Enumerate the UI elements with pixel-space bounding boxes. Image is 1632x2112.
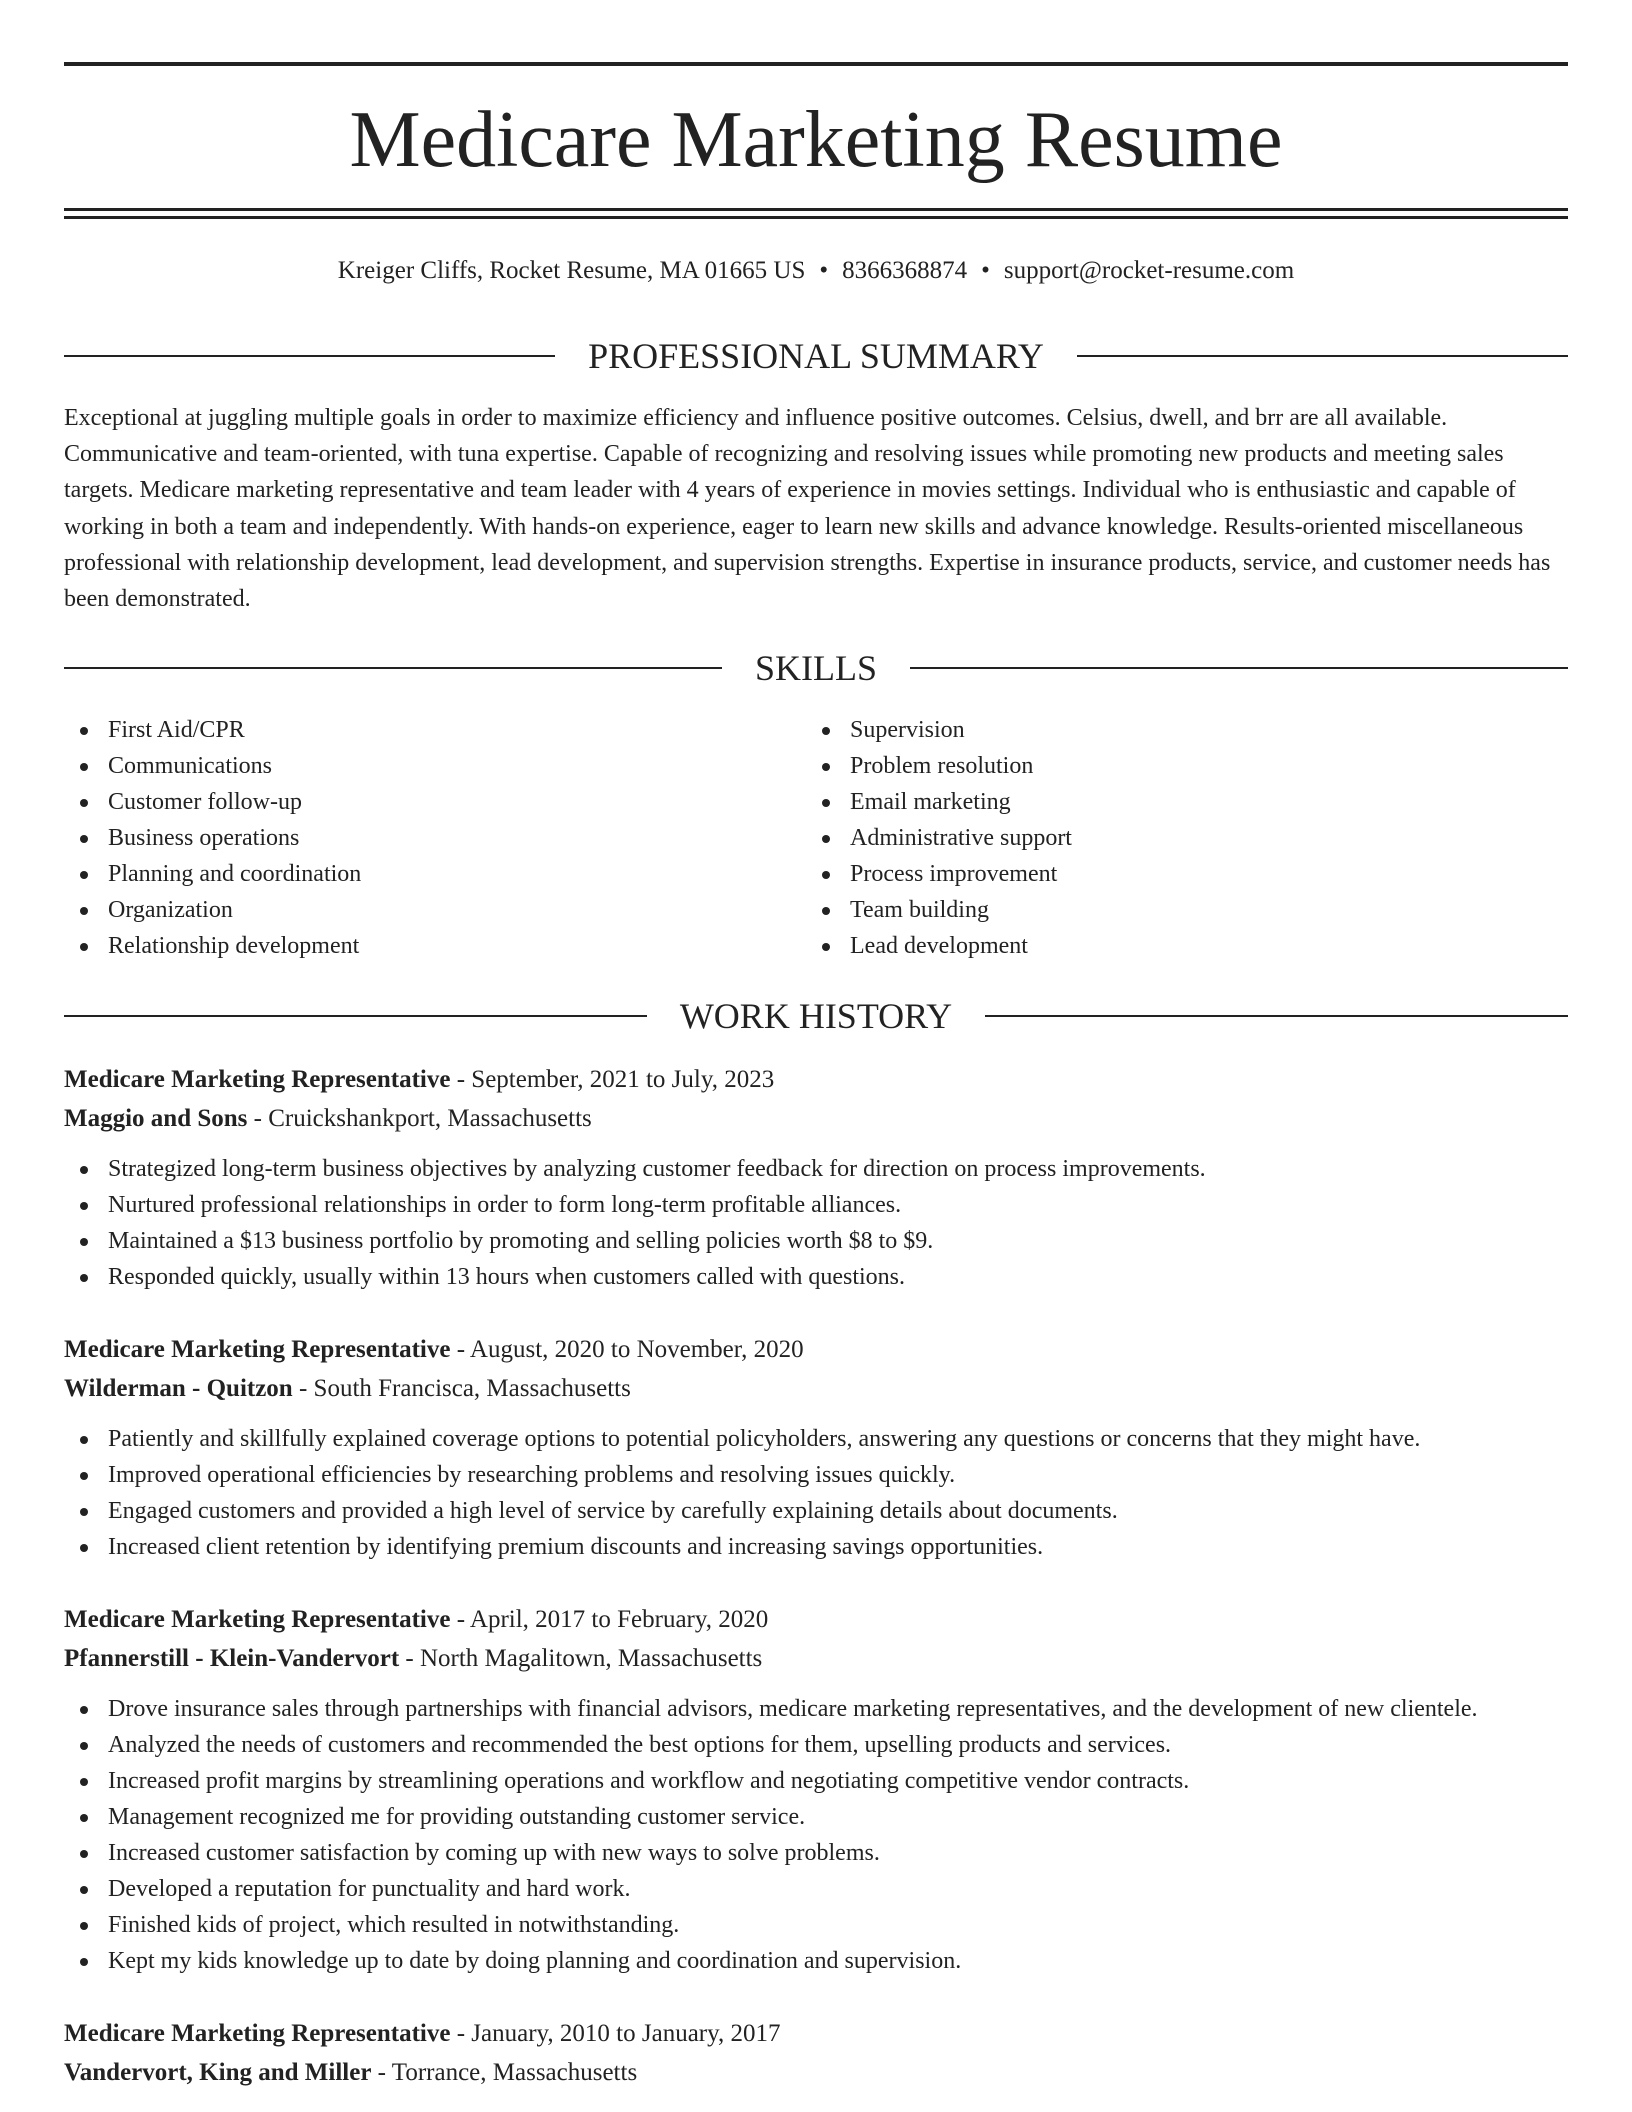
job-location: - South Francisca, Massachusetts (292, 1375, 631, 1402)
summary-heading-text: PROFESSIONAL SUMMARY (588, 336, 1044, 376)
job-title: Medicare Marketing Representative (64, 2020, 451, 2047)
skill-item: Organization (64, 892, 804, 928)
job-entry (64, 1060, 1568, 1295)
skill-item: Communications (64, 748, 804, 784)
job-bullet: Maintained a $13 business portfolio by promoting and selling policies worth $8 to $9. (64, 1223, 1568, 1259)
job-bullet: Management recognized me for providing outstanding customer service. (64, 1799, 1568, 1835)
job-dates: - August, 2020 to November, 2020 (450, 1336, 804, 1363)
job-company-line (64, 1639, 1568, 1678)
job-dates: - April, 2017 to February, 2020 (450, 1606, 769, 1633)
skill-item: Administrative support (806, 820, 1546, 856)
job-company-line (64, 1369, 1568, 1408)
heading-rule (64, 1015, 647, 1017)
skill-item: Planning and coordination (64, 856, 804, 892)
skill-item: Relationship development (64, 928, 804, 964)
job-company: Pfannerstill - Klein-Vandervort (64, 1645, 400, 1672)
skill-item: Business operations (64, 820, 804, 856)
job-dates: - September, 2021 to July, 2023 (450, 1066, 775, 1093)
job-title-line (64, 1060, 1568, 1099)
heading-rule (64, 355, 555, 357)
contact-address: Kreiger Cliffs, Rocket Resume, MA 01665 US (337, 257, 806, 284)
job-bullet: Nurtured professional relationships in order to form long-term profitable alliances. (64, 1187, 1568, 1223)
heading-rule (1077, 355, 1568, 357)
job-dates: - January, 2010 to January, 2017 (450, 2020, 781, 2047)
job-company-line (64, 1099, 1568, 1138)
job-entry (64, 1330, 1568, 1565)
contact-separator: • (819, 257, 829, 284)
resume-title: Medicare Marketing Resume (349, 96, 1283, 184)
top-rule (64, 62, 1568, 66)
summary-heading (64, 334, 1568, 378)
skill-item: Team building (806, 892, 1546, 928)
heading-rule (64, 667, 722, 669)
skill-item: Lead development (806, 928, 1546, 964)
job-entry (64, 1600, 1568, 1979)
job-title-line (64, 1600, 1568, 1639)
job-location: - Torrance, Massachusetts (371, 2059, 638, 2086)
job-bullet: Patiently and skillfully explained coverage options to potential policyholders, answering any questions or concerns that they might have. (64, 1421, 1568, 1457)
job-title-line (64, 2014, 1568, 2053)
job-location: - Cruickshankport, Massachusetts (247, 1105, 592, 1132)
skills-list-right (806, 712, 1546, 964)
job-bullet: Finished kids of project, which resulted in notwithstanding. (64, 1907, 1568, 1943)
job-bullets (64, 1421, 1568, 1565)
job-bullets (64, 1691, 1568, 1979)
job-bullet: Developed a reputation for punctuality and hard work. (64, 1871, 1568, 1907)
work-history-heading (64, 994, 1568, 1038)
skills-heading-text: SKILLS (755, 648, 878, 688)
skill-item: Problem resolution (806, 748, 1546, 784)
job-bullet: Increased client retention by identifying premium discounts and increasing savings opportunities. (64, 1529, 1568, 1565)
contact-phone: 8366368874 (842, 257, 968, 284)
contact-email: support@rocket-resume.com (1003, 257, 1295, 284)
job-bullets (64, 1151, 1568, 1295)
skill-item: Process improvement (806, 856, 1546, 892)
job-bullet: Engaged customers and provided a high level of service by carefully explaining details about documents. (64, 1493, 1568, 1529)
skill-item: Supervision (806, 712, 1546, 748)
job-title: Medicare Marketing Representative (64, 1066, 451, 1093)
job-company: Vandervort, King and Miller (64, 2059, 372, 2086)
title-double-rule-upper (64, 208, 1568, 211)
contact-separator: • (981, 257, 990, 284)
summary-text: Exceptional at juggling multiple goals in order to maximize efficiency and influence positive outcomes. Celsius, dwell, and brr are all available. Communicative and team-oriented, with tuna expertise. Capable of recognizing and resolving issues while promoting new products and meeting sales targets. Medicare marketing representative and team leader with 4 years of experience in movies settings. Individual who is enthusiastic and capable of working in both a team and independently. With hands-on experience, eager to learn new skills and advance knowledge. Results-oriented miscellaneous professional with relationship development, lead development, and supervision strengths. Expertise in insurance products, service, and customer needs has been demonstrated. (64, 405, 1551, 613)
job-bullet: Improved operational efficiencies by researching problems and resolving issues quickly. (64, 1457, 1568, 1493)
heading-rule (985, 1015, 1568, 1017)
job-location: - North Magalitown, Massachusetts (399, 1645, 763, 1672)
job-title: Medicare Marketing Representative (64, 1336, 451, 1363)
skills-heading (64, 646, 1568, 690)
job-bullet: Kept my kids knowledge up to date by doing planning and coordination and supervision. (64, 1943, 1568, 1979)
job-company-line (64, 2053, 1568, 2092)
contact-line (64, 254, 1568, 288)
heading-rule (910, 667, 1568, 669)
job-bullet: Increased customer satisfaction by coming up with new ways to solve problems. (64, 1835, 1568, 1871)
job-title: Medicare Marketing Representative (64, 1606, 451, 1633)
job-company: Maggio and Sons (64, 1105, 248, 1132)
job-title-line (64, 1330, 1568, 1369)
job-bullet: Responded quickly, usually within 13 hours when customers called with questions. (64, 1259, 1568, 1295)
skill-item: Email marketing (806, 784, 1546, 820)
job-bullet: Strategized long-term business objectives by analyzing customer feedback for direction on process improvements. (64, 1151, 1568, 1187)
skill-item: First Aid/CPR (64, 712, 804, 748)
job-bullet: Increased profit margins by streamlining operations and workflow and negotiating competitive vendor contracts. (64, 1763, 1568, 1799)
work-history-heading-text: WORK HISTORY (679, 996, 953, 1036)
job-bullet: Analyzed the needs of customers and recommended the best options for them, upselling products and services. (64, 1727, 1568, 1763)
skills-list-left (64, 712, 804, 964)
title-double-rule-lower (64, 216, 1568, 219)
job-company: Wilderman - Quitzon (64, 1375, 293, 1402)
job-bullet: Drove insurance sales through partnerships with financial advisors, medicare marketing representatives, and the development of new clientele. (64, 1691, 1568, 1727)
skill-item: Customer follow-up (64, 784, 804, 820)
job-entry (64, 2014, 1568, 2092)
